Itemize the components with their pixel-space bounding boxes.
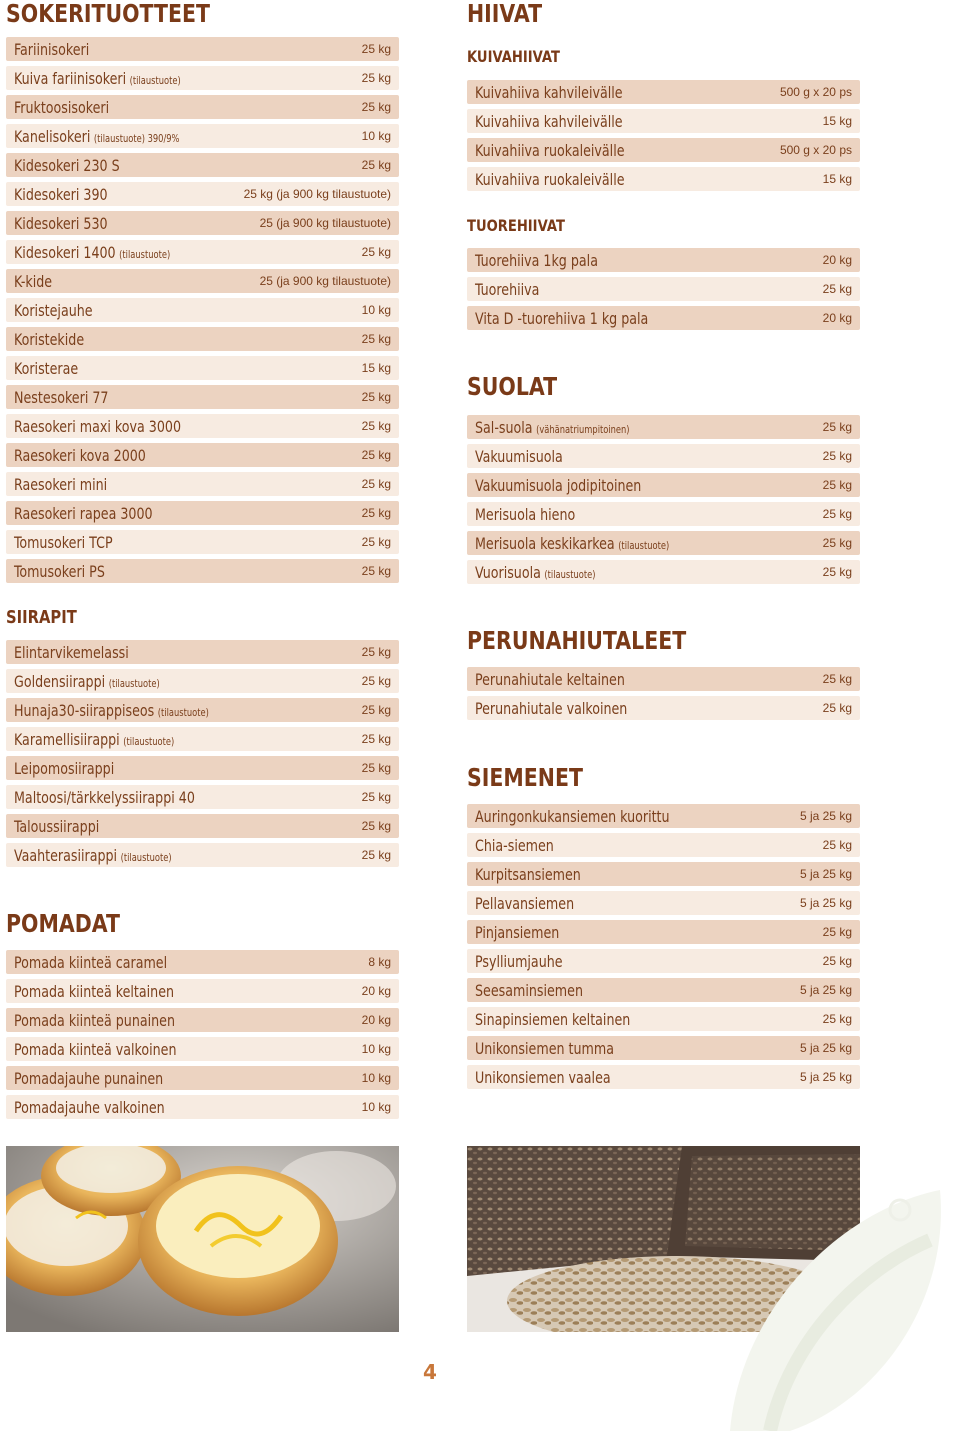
product-quantity: 25 kg bbox=[361, 390, 391, 404]
product-row bbox=[467, 306, 860, 330]
product-name bbox=[14, 643, 129, 662]
product-row bbox=[467, 833, 860, 857]
product-quantity: 25 (ja 900 kg tilaustuote) bbox=[259, 274, 391, 288]
product-name bbox=[14, 417, 181, 436]
product-name bbox=[475, 476, 641, 495]
product-name-text: Raesokeri kova 2000 bbox=[14, 445, 146, 465]
product-name bbox=[475, 807, 670, 826]
product-quantity: 25 kg bbox=[361, 790, 391, 804]
product-quantity: 5 ja 25 kg bbox=[799, 867, 852, 881]
product-row bbox=[467, 531, 860, 555]
product-quantity: 25 kg bbox=[822, 954, 852, 968]
product-row bbox=[467, 109, 860, 133]
subsection-tuorehiivat bbox=[467, 216, 860, 330]
product-name-text: Unikonsiemen vaalea bbox=[475, 1067, 611, 1087]
product-row bbox=[6, 240, 399, 264]
product-name bbox=[14, 504, 153, 523]
product-list bbox=[467, 667, 860, 720]
product-row bbox=[467, 667, 860, 691]
product-note: (tilaustuote) bbox=[129, 74, 181, 87]
product-row bbox=[6, 1095, 399, 1119]
product-name bbox=[475, 699, 627, 718]
product-name bbox=[475, 923, 559, 942]
product-quantity: 25 kg (ja 900 kg tilaustuote) bbox=[243, 187, 391, 201]
product-row bbox=[6, 1008, 399, 1032]
section-title: POMADAT bbox=[6, 909, 120, 938]
product-row bbox=[6, 472, 399, 496]
product-quantity: 25 kg bbox=[822, 420, 852, 434]
product-name bbox=[475, 1010, 630, 1029]
product-row bbox=[6, 327, 399, 351]
product-note: (tilaustuote) bbox=[120, 851, 172, 864]
product-name-text: Vakuumisuola bbox=[475, 446, 563, 466]
product-name-text: Kidesokeri 1400 bbox=[14, 242, 116, 262]
product-row bbox=[467, 891, 860, 915]
product-quantity: 25 (ja 900 kg tilaustuote) bbox=[259, 216, 391, 230]
product-row bbox=[6, 1037, 399, 1061]
section-siirapit bbox=[6, 606, 399, 867]
section-title: SUOLAT bbox=[467, 372, 558, 401]
product-row bbox=[467, 949, 860, 973]
product-note: (tilaustuote) bbox=[123, 735, 175, 748]
product-quantity: 8 kg bbox=[368, 955, 391, 969]
product-row bbox=[6, 785, 399, 809]
product-name bbox=[14, 982, 174, 1001]
product-row bbox=[6, 66, 399, 90]
product-note: (vähänatriumpitoinen) bbox=[536, 423, 630, 436]
product-name-text: Karamellisiirappi bbox=[14, 729, 120, 749]
product-row bbox=[467, 444, 860, 468]
product-name-text: Perunahiutale keltainen bbox=[475, 669, 625, 689]
product-name-text: Koristekide bbox=[14, 329, 85, 349]
product-row bbox=[6, 182, 399, 206]
product-row bbox=[6, 979, 399, 1003]
product-name bbox=[475, 309, 648, 328]
product-quantity: 25 kg bbox=[361, 419, 391, 433]
product-row bbox=[6, 640, 399, 664]
product-name-text: Kidesokeri 230 S bbox=[14, 155, 120, 175]
product-quantity: 25 kg bbox=[361, 674, 391, 688]
product-name-text: Leipomosiirappi bbox=[14, 758, 115, 778]
product-name bbox=[14, 388, 108, 407]
product-name-text: Chia-siemen bbox=[475, 835, 554, 855]
product-quantity: 5 ja 25 kg bbox=[799, 1070, 852, 1084]
product-name bbox=[14, 953, 167, 972]
product-quantity: 15 kg bbox=[822, 114, 852, 128]
section-suolat bbox=[467, 373, 860, 584]
product-name bbox=[475, 418, 630, 437]
product-row bbox=[467, 1065, 860, 1089]
product-name-text: Maltoosi/tärkkelyssiirappi 40 bbox=[14, 787, 195, 807]
product-name bbox=[475, 505, 575, 524]
product-name-text: Raesokeri mini bbox=[14, 474, 108, 494]
product-row bbox=[467, 248, 860, 272]
product-quantity: 10 kg bbox=[361, 1042, 391, 1056]
product-quantity: 5 ja 25 kg bbox=[799, 896, 852, 910]
section-title: SIIRAPIT bbox=[6, 607, 77, 628]
product-name-text: Psylliumjauhe bbox=[475, 951, 563, 971]
product-name-text: Merisuola keskikarkea bbox=[475, 533, 615, 553]
section-sokerituotteet bbox=[6, 0, 399, 583]
product-name bbox=[475, 563, 595, 582]
product-row bbox=[6, 124, 399, 148]
product-name-text: Kidesokeri 390 bbox=[14, 184, 108, 204]
subsection-title: TUOREHIIVAT bbox=[467, 216, 565, 235]
product-quantity: 5 ja 25 kg bbox=[799, 983, 852, 997]
section-pomadat bbox=[6, 910, 399, 1119]
product-name bbox=[14, 1069, 163, 1088]
product-name-text: Pomada kiinteä valkoinen bbox=[14, 1039, 177, 1059]
product-quantity: 25 kg bbox=[361, 448, 391, 462]
product-quantity: 25 kg bbox=[361, 42, 391, 56]
product-row bbox=[6, 356, 399, 380]
product-name-text: Tuorehiiva 1kg pala bbox=[475, 250, 598, 270]
product-list bbox=[6, 37, 399, 583]
product-row bbox=[6, 269, 399, 293]
product-name-text: Pomada kiinteä caramel bbox=[14, 952, 168, 972]
product-row bbox=[467, 80, 860, 104]
product-row bbox=[467, 502, 860, 526]
product-quantity: 25 kg bbox=[361, 158, 391, 172]
product-name bbox=[475, 83, 623, 102]
product-name-text: Pomada kiinteä punainen bbox=[14, 1010, 176, 1030]
product-quantity: 5 ja 25 kg bbox=[799, 809, 852, 823]
product-quantity: 25 kg bbox=[361, 71, 391, 85]
product-row bbox=[6, 37, 399, 61]
product-name-text: Fariinisokeri bbox=[14, 39, 90, 59]
product-quantity: 25 kg bbox=[361, 100, 391, 114]
product-row bbox=[6, 501, 399, 525]
product-name-text: Pomada kiinteä keltainen bbox=[14, 981, 175, 1001]
product-quantity: 500 g x 20 ps bbox=[779, 143, 852, 157]
product-name-text: Raesokeri maxi kova 3000 bbox=[14, 416, 182, 436]
product-quantity: 25 kg bbox=[822, 1012, 852, 1026]
product-name-text: Sinapinsiemen keltainen bbox=[475, 1009, 631, 1029]
product-name bbox=[14, 98, 109, 117]
section-siemenet bbox=[467, 764, 860, 1089]
product-name bbox=[14, 730, 174, 749]
product-name bbox=[475, 1039, 614, 1058]
product-name bbox=[14, 533, 113, 552]
leaf-logo-watermark bbox=[700, 1150, 960, 1431]
product-name-text: Perunahiutale valkoinen bbox=[475, 698, 628, 718]
product-row bbox=[6, 530, 399, 554]
section-hiivat bbox=[467, 0, 860, 191]
product-name bbox=[14, 243, 170, 262]
product-name-text: Kuiva fariinisokeri bbox=[14, 68, 127, 88]
product-name-text: Pinjansiemen bbox=[475, 922, 560, 942]
product-name bbox=[14, 40, 89, 59]
product-quantity: 25 kg bbox=[822, 536, 852, 550]
section-title: SIEMENET bbox=[467, 763, 583, 792]
product-name bbox=[14, 759, 114, 778]
product-name-text: Goldensiirappi bbox=[14, 671, 106, 691]
product-name bbox=[14, 272, 52, 291]
product-name bbox=[14, 69, 181, 88]
product-name bbox=[14, 846, 172, 865]
product-name bbox=[14, 359, 78, 378]
product-quantity: 20 kg bbox=[822, 311, 852, 325]
product-list bbox=[6, 640, 399, 867]
product-name bbox=[475, 981, 583, 1000]
product-row bbox=[6, 559, 399, 583]
product-name-text: Sal-suola bbox=[475, 417, 533, 437]
product-row bbox=[467, 862, 860, 886]
product-list bbox=[467, 248, 860, 330]
product-name-text: Tuorehiiva bbox=[475, 279, 540, 299]
product-name bbox=[475, 170, 625, 189]
product-quantity: 5 ja 25 kg bbox=[799, 1041, 852, 1055]
product-name bbox=[14, 330, 84, 349]
product-name-text: Tomusokeri PS bbox=[14, 561, 105, 581]
product-name-text: Auringonkukansiemen kuorittu bbox=[475, 806, 670, 826]
product-quantity: 25 kg bbox=[361, 732, 391, 746]
product-row bbox=[6, 698, 399, 722]
product-list bbox=[467, 80, 860, 191]
product-row bbox=[6, 727, 399, 751]
product-quantity: 25 kg bbox=[361, 245, 391, 259]
product-name bbox=[14, 1011, 175, 1030]
product-name-text: K-kide bbox=[14, 271, 53, 291]
product-name-text: Merisuola hieno bbox=[475, 504, 576, 524]
section-perunahiutaleet bbox=[467, 627, 860, 720]
product-row bbox=[6, 211, 399, 235]
section-title: PERUNAHIUTALEET bbox=[467, 626, 687, 655]
product-row bbox=[467, 138, 860, 162]
product-note: (tilaustuote) bbox=[544, 568, 596, 581]
product-name bbox=[14, 1040, 176, 1059]
product-row bbox=[6, 443, 399, 467]
product-quantity: 25 kg bbox=[361, 819, 391, 833]
product-name-text: Kuivahiiva kahvileivälle bbox=[475, 111, 623, 131]
product-name bbox=[475, 112, 623, 131]
pastry-photo bbox=[6, 1146, 399, 1332]
product-quantity: 25 kg bbox=[361, 703, 391, 717]
product-name-text: Kuivahiiva ruokaleivälle bbox=[475, 169, 625, 189]
product-name bbox=[14, 1098, 165, 1117]
product-row bbox=[467, 277, 860, 301]
product-name bbox=[475, 1068, 611, 1087]
product-quantity: 25 kg bbox=[822, 701, 852, 715]
product-name-text: Elintarvikemelassi bbox=[14, 642, 129, 662]
product-name bbox=[475, 670, 625, 689]
product-name bbox=[14, 788, 195, 807]
page-number: 4 bbox=[423, 1360, 437, 1384]
product-quantity: 15 kg bbox=[822, 172, 852, 186]
product-quantity: 20 kg bbox=[361, 1013, 391, 1027]
product-name-text: Fruktoosisokeri bbox=[14, 97, 110, 117]
product-row bbox=[6, 756, 399, 780]
product-name-text: Hunaja30-siirappiseos bbox=[14, 700, 155, 720]
product-quantity: 20 kg bbox=[361, 984, 391, 998]
product-name-text: Pomadajauhe valkoinen bbox=[14, 1097, 165, 1117]
product-name bbox=[14, 562, 105, 581]
product-name-text: Nestesokeri 77 bbox=[14, 387, 109, 407]
product-row bbox=[6, 95, 399, 119]
product-row bbox=[6, 950, 399, 974]
product-name-text: Kuivahiiva kahvileivälle bbox=[475, 82, 623, 102]
product-quantity: 10 kg bbox=[361, 1071, 391, 1085]
product-name bbox=[14, 156, 120, 175]
product-name bbox=[14, 127, 179, 146]
product-name-text: Pellavansiemen bbox=[475, 893, 575, 913]
product-quantity: 25 kg bbox=[822, 478, 852, 492]
product-list bbox=[467, 804, 860, 1089]
product-row bbox=[6, 414, 399, 438]
product-name bbox=[475, 894, 574, 913]
product-name bbox=[475, 836, 554, 855]
product-name bbox=[14, 817, 99, 836]
product-row bbox=[467, 696, 860, 720]
product-row bbox=[467, 804, 860, 828]
subsection-title: KUIVAHIIVAT bbox=[467, 47, 560, 66]
product-quantity: 25 kg bbox=[361, 506, 391, 520]
section-title: HIIVAT bbox=[467, 0, 543, 28]
product-row bbox=[467, 560, 860, 584]
section-title: SOKERITUOTTEET bbox=[6, 0, 210, 28]
product-name bbox=[14, 214, 108, 233]
product-quantity: 25 kg bbox=[822, 282, 852, 296]
product-name-text: Vaahterasiirappi bbox=[14, 845, 118, 865]
product-name-text: Kidesokeri 530 bbox=[14, 213, 108, 233]
product-list bbox=[467, 415, 860, 584]
product-quantity: 25 kg bbox=[822, 838, 852, 852]
product-note: (tilaustuote) bbox=[119, 248, 171, 261]
product-quantity: 25 kg bbox=[361, 477, 391, 491]
product-note: (tilaustuote) bbox=[618, 539, 670, 552]
product-quantity: 25 kg bbox=[361, 564, 391, 578]
product-name bbox=[14, 446, 146, 465]
product-row bbox=[6, 298, 399, 322]
product-row bbox=[6, 1066, 399, 1090]
product-note: (tilaustuote) 390/9% bbox=[93, 132, 180, 145]
product-quantity: 25 kg bbox=[822, 507, 852, 521]
product-name-text: Vakuumisuola jodipitoinen bbox=[475, 475, 642, 495]
product-name bbox=[475, 534, 669, 553]
product-quantity: 20 kg bbox=[822, 253, 852, 267]
product-quantity: 25 kg bbox=[361, 761, 391, 775]
product-quantity: 500 g x 20 ps bbox=[779, 85, 852, 99]
product-quantity: 25 kg bbox=[822, 672, 852, 686]
product-quantity: 25 kg bbox=[822, 565, 852, 579]
product-name bbox=[475, 952, 563, 971]
product-name-text: Pomadajauhe punainen bbox=[14, 1068, 164, 1088]
product-row bbox=[467, 1007, 860, 1031]
product-name bbox=[14, 701, 209, 720]
product-note: (tilaustuote) bbox=[157, 706, 209, 719]
product-row bbox=[6, 669, 399, 693]
product-quantity: 25 kg bbox=[361, 645, 391, 659]
product-row bbox=[467, 978, 860, 1002]
product-quantity: 10 kg bbox=[361, 303, 391, 317]
product-name bbox=[14, 301, 93, 320]
product-name-text: Kanelisokeri bbox=[14, 126, 91, 146]
product-list bbox=[6, 950, 399, 1119]
product-name-text: Koristerae bbox=[14, 358, 79, 378]
product-name bbox=[475, 447, 563, 466]
product-quantity: 25 kg bbox=[822, 925, 852, 939]
product-quantity: 25 kg bbox=[361, 332, 391, 346]
product-row bbox=[6, 843, 399, 867]
product-name bbox=[14, 672, 160, 691]
product-row bbox=[467, 1036, 860, 1060]
product-name-text: Unikonsiemen tumma bbox=[475, 1038, 614, 1058]
product-row bbox=[467, 473, 860, 497]
product-name bbox=[475, 865, 581, 884]
product-name-text: Seesaminsiemen bbox=[475, 980, 583, 1000]
product-name bbox=[14, 185, 108, 204]
product-name-text: Raesokeri rapea 3000 bbox=[14, 503, 153, 523]
product-quantity: 10 kg bbox=[361, 1100, 391, 1114]
product-name-text: Tomusokeri TCP bbox=[14, 532, 113, 552]
product-row bbox=[6, 814, 399, 838]
product-row bbox=[467, 415, 860, 439]
product-name bbox=[475, 141, 625, 160]
product-quantity: 25 kg bbox=[361, 535, 391, 549]
product-name-text: Vuorisuola bbox=[475, 562, 541, 582]
product-row bbox=[467, 167, 860, 191]
product-quantity: 25 kg bbox=[822, 449, 852, 463]
product-row bbox=[6, 385, 399, 409]
product-quantity: 25 kg bbox=[361, 848, 391, 862]
product-name-text: Taloussiirappi bbox=[14, 816, 100, 836]
product-row bbox=[6, 153, 399, 177]
product-row bbox=[467, 920, 860, 944]
product-name-text: Kurpitsansiemen bbox=[475, 864, 581, 884]
product-name-text: Vita D -tuorehiiva 1 kg pala bbox=[475, 308, 649, 328]
product-name bbox=[14, 475, 107, 494]
product-name bbox=[475, 251, 598, 270]
product-quantity: 10 kg bbox=[361, 129, 391, 143]
product-note: (tilaustuote) bbox=[108, 677, 160, 690]
product-name-text: Koristejauhe bbox=[14, 300, 93, 320]
product-quantity: 15 kg bbox=[361, 361, 391, 375]
product-name bbox=[475, 280, 539, 299]
product-name-text: Kuivahiiva ruokaleivälle bbox=[475, 140, 625, 160]
